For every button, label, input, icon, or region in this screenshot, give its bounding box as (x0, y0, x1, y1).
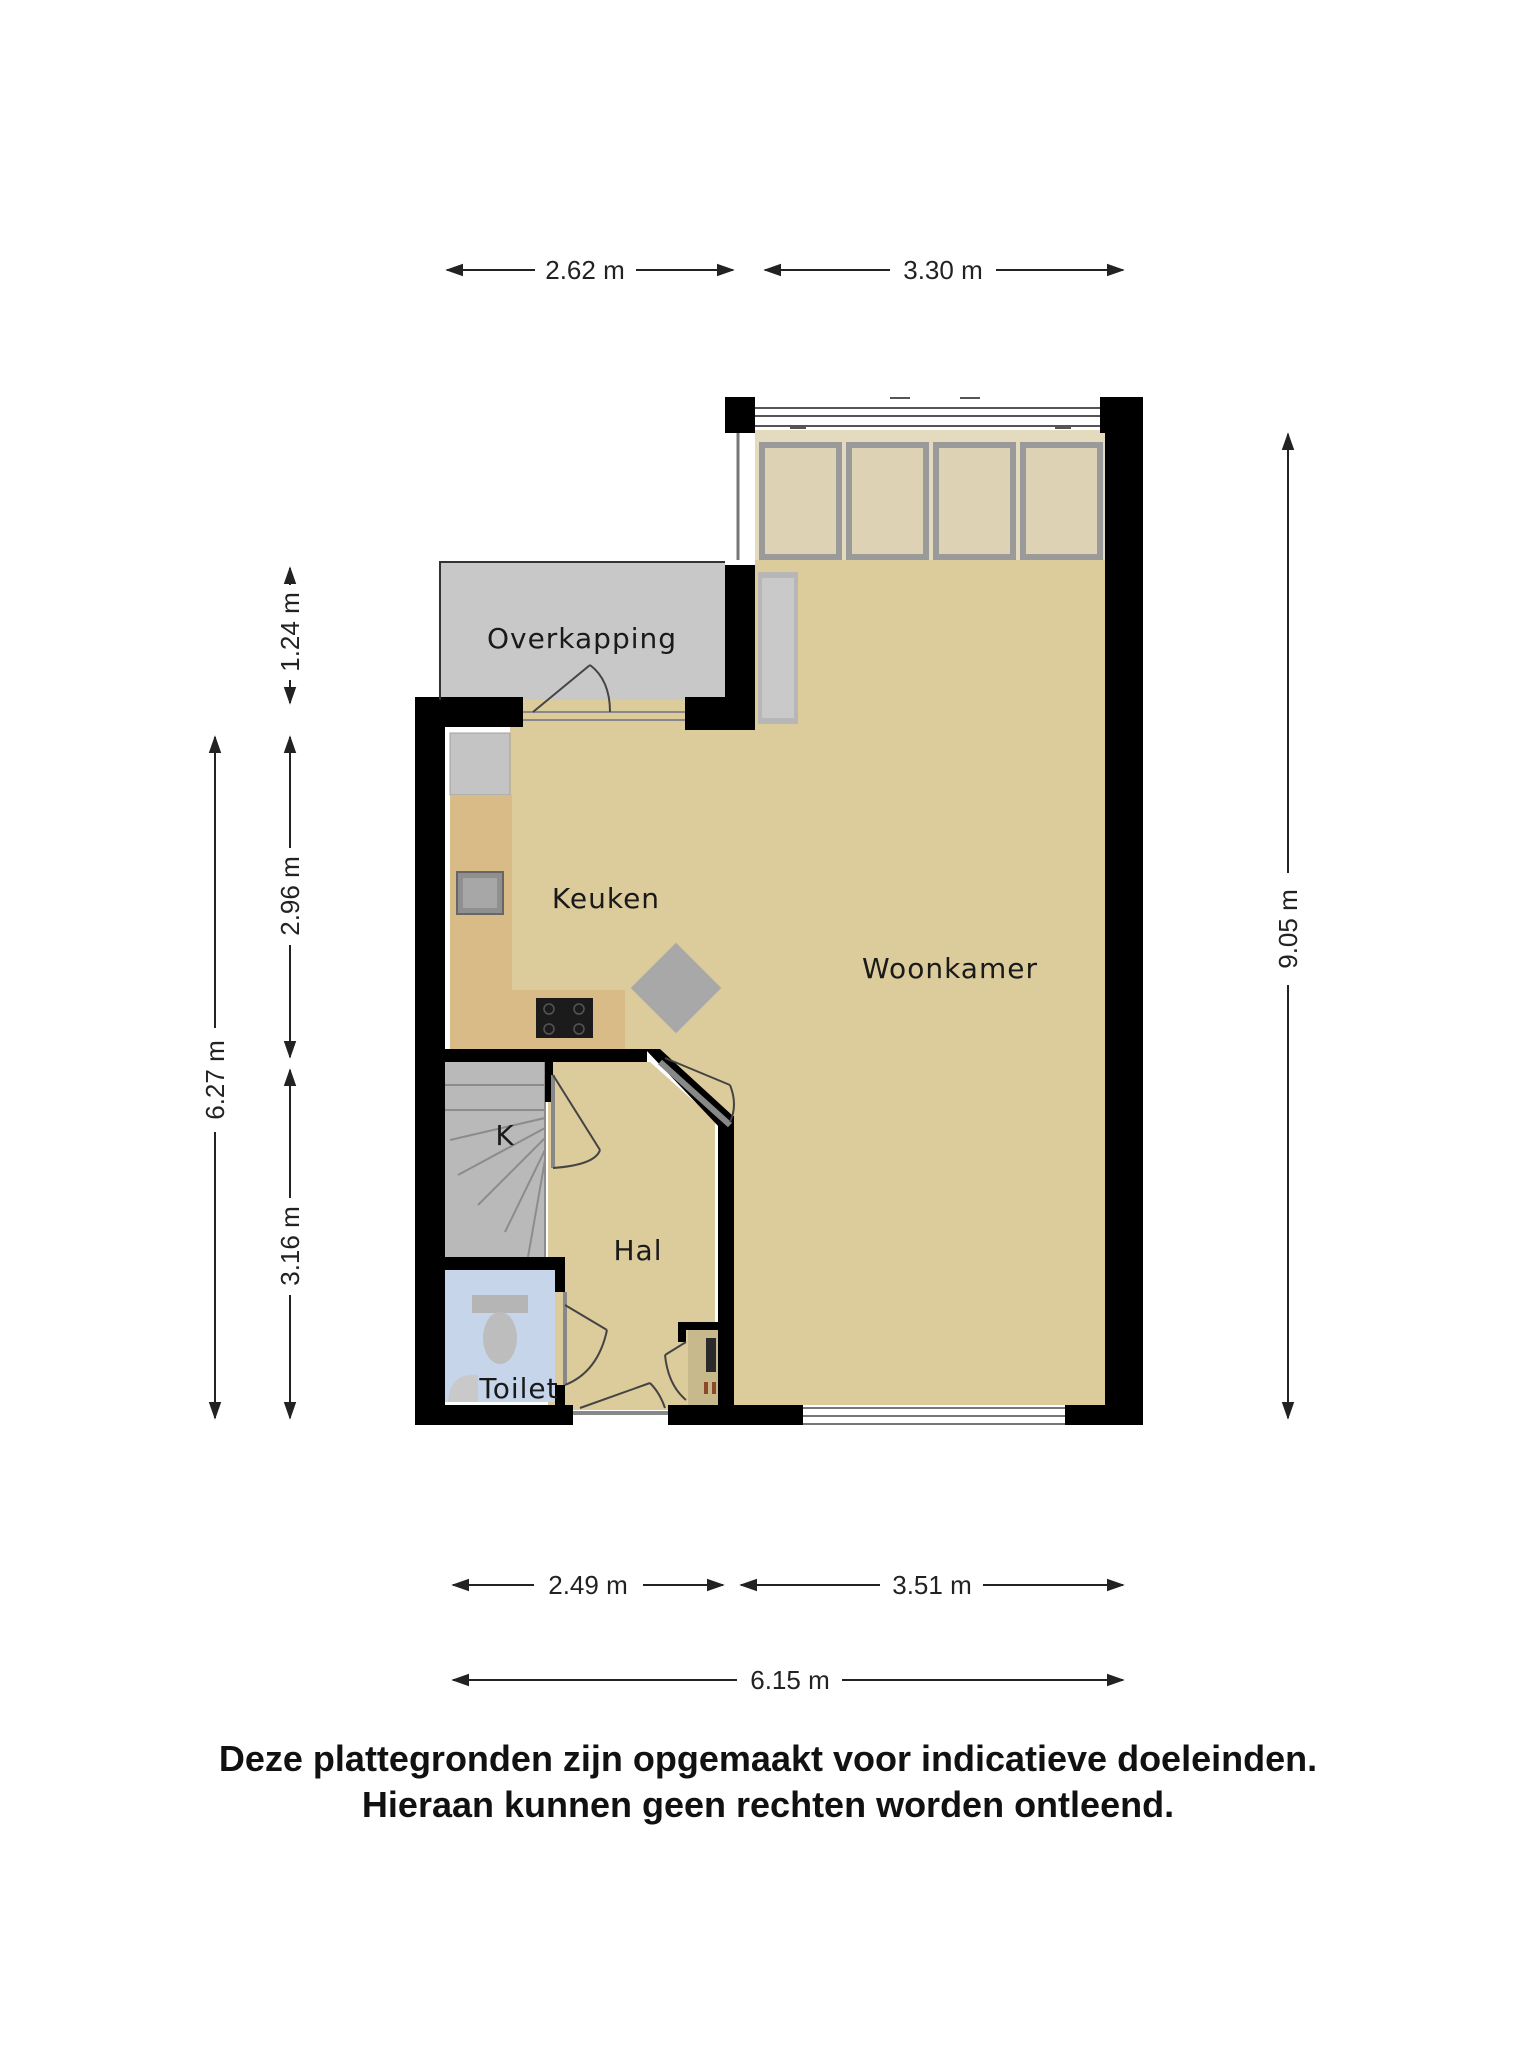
wall-bottom-mid (668, 1405, 803, 1425)
wall-hal-right (718, 1116, 734, 1406)
dim-bottom-left: 2.49 m (548, 1570, 628, 1600)
sliding-door-top (755, 398, 1105, 428)
dim-right-total: 9.05 m (1273, 889, 1303, 969)
meter-cupboard (688, 1330, 720, 1405)
dim-left-hal: 3.16 m (275, 1206, 305, 1286)
skylight-4 (1023, 445, 1100, 557)
dim-top-right: 3.30 m (903, 255, 983, 285)
skylight-2 (849, 445, 926, 557)
dim-bottom-total: 6.15 m (750, 1665, 830, 1695)
fireplace (758, 572, 798, 724)
fridge (450, 733, 510, 795)
skylight-3 (936, 445, 1013, 557)
room-label-woonkamer: Woonkamer (862, 952, 1038, 985)
skylight-1 (762, 445, 839, 557)
room-label-overkapping: Overkapping (486, 622, 678, 655)
wall-bottom-right (1065, 1405, 1143, 1425)
room-label-keuken: Keuken (551, 882, 661, 915)
window-bottom (803, 1408, 1065, 1424)
room-label-hal: Hal (613, 1234, 663, 1267)
wall-toilet-top (445, 1257, 565, 1270)
room-label-kast: K (495, 1119, 515, 1152)
wall-top-right-post (1100, 397, 1143, 433)
room-label-toilet: Toilet (479, 1372, 559, 1405)
dim-left-keuken: 2.96 m (275, 856, 305, 936)
wall-bottom-left (415, 1405, 573, 1425)
disclaimer (0, 1736, 1536, 1828)
dim-top-left: 2.62 m (545, 255, 625, 285)
dim-left-overkapping: 1.24 m (275, 592, 305, 672)
wall-kitchen-top-left (415, 697, 523, 727)
wall-toilet-right (555, 1257, 565, 1292)
disclaimer-line-2: Hieraan kunnen geen rechten worden ontleend. (361, 1784, 1175, 1825)
wall-kitchen-top-right (685, 697, 755, 730)
wall-top-post (725, 397, 755, 433)
wall-kitchen-hal (445, 1049, 647, 1062)
wall-right (1105, 397, 1143, 1425)
dim-bottom-right: 3.51 m (892, 1570, 972, 1600)
disclaimer-line-1: Deze plattegronden zijn opgemaakt voor indicatieve doeleinden. (218, 1738, 1318, 1779)
skylights (755, 430, 1105, 560)
wall-left (415, 697, 445, 1425)
wall-meter-left (678, 1322, 686, 1342)
dim-left-total: 6.27 m (200, 1040, 230, 1120)
stairs-area (445, 1062, 545, 1257)
